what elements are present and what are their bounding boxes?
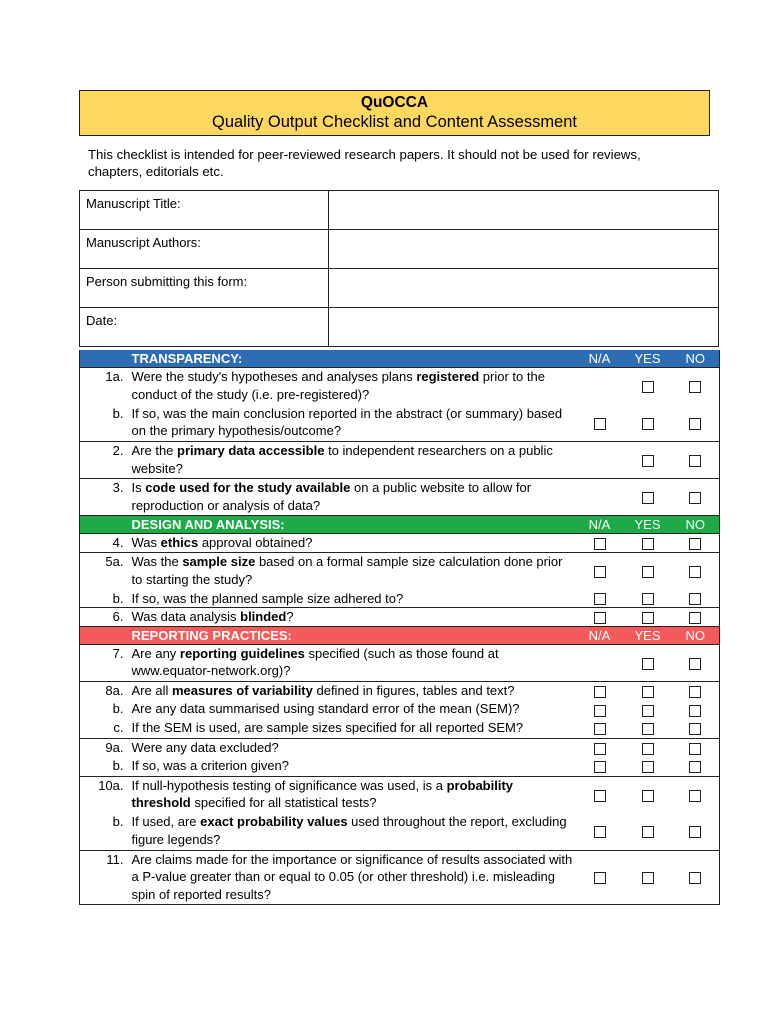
question-text: Was data analysis: [131, 609, 241, 624]
question-emphasis: reporting guidelines: [179, 645, 305, 661]
checkbox-no[interactable]: [689, 538, 701, 550]
checkbox-cell-na: [576, 813, 624, 850]
item-question: [126, 776, 576, 813]
checklist-row: [80, 681, 720, 700]
question-text: approval obtained?: [198, 535, 313, 550]
meta-label: Person submitting this form:: [80, 269, 329, 308]
item-number: c.: [113, 720, 124, 735]
question-text: Are all: [131, 682, 172, 698]
checkbox-cell-no: [672, 700, 720, 719]
meta-row: [80, 230, 719, 269]
item-question: [126, 553, 576, 590]
item-question: [126, 850, 576, 904]
question-emphasis: code used for the study available: [145, 480, 351, 495]
meta-row: [80, 191, 719, 230]
checkbox-cell-na: [576, 719, 624, 738]
checkbox-yes[interactable]: [642, 743, 654, 755]
checkbox-cell-yes: [624, 442, 672, 479]
checkbox-cell-no: [672, 776, 720, 813]
checkbox-cell-yes: [624, 553, 672, 590]
checkbox-cell-na: [576, 776, 624, 813]
item-question: [126, 534, 576, 553]
checkbox-na[interactable]: [594, 566, 606, 578]
item-number: 11.: [106, 851, 124, 867]
question-text: specified for all statistical tests?: [190, 795, 377, 810]
checkbox-cell-yes: [624, 738, 672, 757]
question-text: Is: [131, 480, 146, 495]
item-question: [126, 719, 576, 738]
checklist-row: [80, 590, 720, 608]
question-emphasis: ethics: [160, 535, 199, 550]
checkbox-no[interactable]: [689, 826, 701, 838]
checkbox-cell-no: [672, 590, 720, 608]
checkbox-cell-yes: [624, 681, 672, 700]
checkbox-yes[interactable]: [642, 566, 654, 578]
item-number: b.: [112, 405, 124, 421]
checkbox-na[interactable]: [594, 705, 606, 717]
submitter-field[interactable]: [329, 269, 719, 308]
checkbox-no[interactable]: [689, 492, 701, 504]
checkbox-cell-na: [576, 850, 624, 904]
question-text: If so, was the main conclusion reported in the abstract (or summary) based on the primary hypothesis/outcome?: [131, 405, 563, 438]
checkbox-no[interactable]: [689, 686, 701, 698]
checkbox-yes[interactable]: [642, 790, 654, 802]
checkbox-cell-na: [576, 644, 624, 681]
checklist-row: [80, 738, 720, 757]
checklist-row: [80, 553, 720, 590]
checkbox-cell-na: [576, 608, 624, 627]
question-text: Were any data excluded?: [131, 739, 279, 755]
checklist-row: [80, 813, 720, 850]
checkbox-cell-na: [576, 757, 624, 776]
section-header: [80, 516, 720, 534]
checkbox-cell-na: [576, 738, 624, 757]
question-emphasis: registered: [416, 369, 480, 384]
checkbox-cell-no: [672, 534, 720, 553]
checkbox-na[interactable]: [594, 790, 606, 802]
item-number: 7.: [112, 645, 124, 661]
checklist-row: [80, 719, 720, 738]
checkbox-yes[interactable]: [642, 658, 654, 670]
checkbox-no[interactable]: [689, 418, 701, 430]
checkbox-cell-no: [672, 681, 720, 700]
checkbox-cell-na: [576, 700, 624, 719]
item-number: 9a.: [105, 739, 124, 755]
item-number-cell: [80, 644, 126, 681]
item-number-cell: [80, 590, 126, 608]
checkbox-cell-no: [672, 850, 720, 904]
column-header-na: N/A: [588, 627, 611, 643]
checkbox-cell-yes: [624, 479, 672, 516]
question-emphasis: exact probability values: [200, 814, 348, 829]
item-number-cell: [80, 442, 126, 479]
checkbox-no[interactable]: [689, 743, 701, 755]
meta-row: [80, 269, 719, 308]
column-header-yes: YES: [634, 517, 661, 532]
form-title: Quality Output Checklist and Content Assessment: [211, 113, 577, 131]
section-title: REPORTING PRACTICES:: [131, 627, 292, 643]
item-number-cell: [80, 479, 126, 516]
question-text: ?: [286, 609, 294, 624]
checkbox-cell-no: [672, 813, 720, 850]
question-emphasis: primary data accessible: [177, 443, 325, 458]
item-question: [126, 442, 576, 479]
section-header: [80, 350, 720, 368]
meta-label: Date:: [80, 308, 329, 347]
checkbox-no[interactable]: [689, 761, 701, 773]
meta-label: Manuscript Authors:: [80, 230, 329, 269]
checkbox-cell-na: [576, 681, 624, 700]
checkbox-cell-no: [672, 644, 720, 681]
item-number: 3.: [112, 480, 124, 495]
item-question: [126, 644, 576, 681]
checkbox-cell-no: [672, 479, 720, 516]
question-text: Were the study's hypotheses and analyses plans: [131, 369, 417, 384]
question-emphasis: probability threshold: [131, 777, 514, 810]
column-header-no: NO: [672, 626, 720, 644]
checklist-row: [80, 368, 720, 405]
column-header-no: NO: [672, 350, 720, 368]
checkbox-cell-yes: [624, 608, 672, 627]
checkbox-cell-yes: [624, 700, 672, 719]
title-banner: [79, 90, 710, 136]
checkbox-yes[interactable]: [642, 872, 654, 884]
checkbox-cell-no: [672, 757, 720, 776]
item-question: [126, 700, 576, 719]
checkbox-cell-yes: [624, 534, 672, 553]
checkbox-na[interactable]: [594, 743, 606, 755]
section-title: DESIGN AND ANALYSIS:: [131, 517, 285, 532]
checkbox-no[interactable]: [689, 612, 701, 624]
item-question: [126, 757, 576, 776]
question-text: Was the: [131, 554, 183, 569]
item-number-cell: [80, 813, 126, 850]
checkbox-cell-yes: [624, 644, 672, 681]
checkbox-na[interactable]: [594, 612, 606, 624]
checkbox-no[interactable]: [689, 790, 701, 802]
checkbox-cell-yes: [624, 590, 672, 608]
checkbox-yes[interactable]: [642, 418, 654, 430]
question-text: If so, was a criterion given?: [131, 758, 290, 773]
item-number: b.: [112, 758, 124, 773]
checkbox-yes[interactable]: [642, 538, 654, 550]
checklist-row: [80, 776, 720, 813]
question-text: If used, are: [131, 814, 201, 829]
checkbox-na[interactable]: [594, 538, 606, 550]
checkbox-no[interactable]: [689, 566, 701, 578]
item-number-cell: [80, 700, 126, 719]
section-spacer: [80, 516, 126, 534]
intro-text: This checklist is intended for peer-reviewed research papers. It should not be used for reviews, chapters, editorials etc.: [88, 147, 641, 179]
checkbox-no[interactable]: [689, 872, 701, 884]
form-acronym: QuOCCA: [360, 94, 429, 111]
question-text: Are any: [131, 645, 180, 661]
column-header-na: N/A: [588, 517, 611, 532]
checkbox-cell-na: [576, 442, 624, 479]
checkbox-yes[interactable]: [642, 826, 654, 838]
question-emphasis: measures of variability: [171, 682, 313, 698]
checklist-row: [80, 534, 720, 553]
checkbox-na[interactable]: [594, 826, 606, 838]
checkbox-yes[interactable]: [642, 761, 654, 773]
item-number: 6.: [112, 609, 124, 624]
checkbox-cell-no: [672, 608, 720, 627]
checkbox-yes[interactable]: [642, 455, 654, 467]
question-text: based on a formal sample size calculation done prior to starting the study?: [131, 554, 563, 587]
checklist-row: [80, 757, 720, 776]
question-text: to independent researchers on a public website?: [131, 443, 553, 476]
column-header-no: NO: [672, 516, 720, 534]
date-field[interactable]: [329, 308, 719, 347]
item-question: [126, 813, 576, 850]
checklist-row: [80, 479, 720, 516]
item-question: [126, 681, 576, 700]
checkbox-no[interactable]: [689, 381, 701, 393]
checkbox-cell-yes: [624, 776, 672, 813]
question-text: specified (such as those found at www.equator-network.org)?: [131, 645, 499, 678]
checklist-row: [80, 608, 720, 627]
checkbox-cell-yes: [624, 719, 672, 738]
checkbox-cell-no: [672, 368, 720, 405]
question-text: Was: [131, 535, 161, 550]
column-header-na: N/A: [588, 351, 611, 366]
checkbox-yes[interactable]: [642, 381, 654, 393]
manuscript-info-table: [79, 190, 719, 347]
checkbox-cell-na: [576, 479, 624, 516]
item-number-cell: [80, 850, 126, 904]
checkbox-na[interactable]: [594, 872, 606, 884]
checkbox-cell-yes: [624, 757, 672, 776]
checkbox-no[interactable]: [689, 723, 701, 735]
manuscript-title-field[interactable]: [329, 191, 719, 230]
checkbox-cell-na: [576, 590, 624, 608]
item-number-cell: [80, 368, 126, 405]
checkbox-cell-yes: [624, 405, 672, 442]
checkbox-yes[interactable]: [642, 723, 654, 735]
item-number: b.: [112, 814, 124, 829]
checklist-row: [80, 850, 720, 904]
column-header-yes: YES: [634, 627, 661, 643]
checklist-row: [80, 644, 720, 681]
section-spacer: [80, 350, 126, 368]
question-emphasis: blinded: [240, 609, 287, 624]
item-question: [126, 368, 576, 405]
question-text: Are any data summarised using standard error of the mean (SEM)?: [131, 701, 520, 716]
item-number: 10a.: [98, 777, 124, 793]
section-title: TRANSPARENCY:: [131, 351, 243, 366]
checkbox-no[interactable]: [689, 455, 701, 467]
checkbox-cell-no: [672, 442, 720, 479]
item-number-cell: [80, 405, 126, 442]
item-number: 1a.: [105, 369, 124, 384]
checkbox-no[interactable]: [689, 658, 701, 670]
item-number-cell: [80, 553, 126, 590]
item-question: [126, 608, 576, 627]
checkbox-cell-na: [576, 534, 624, 553]
item-number-cell: [80, 681, 126, 700]
question-text: Are claims made for the importance or significance of results associated with a P-value greater than or equal to 0.05 (or other threshold) i.e. misleading spin of reported results?: [131, 851, 573, 902]
checkbox-cell-yes: [624, 813, 672, 850]
question-text: If so, was the planned sample size adhered to?: [131, 590, 404, 606]
checkbox-cell-no: [672, 719, 720, 738]
item-number-cell: [80, 757, 126, 776]
item-number-cell: [80, 608, 126, 627]
checkbox-yes[interactable]: [642, 612, 654, 624]
item-number: 5a.: [105, 554, 124, 569]
checkbox-na[interactable]: [594, 593, 606, 605]
checkbox-yes[interactable]: [642, 593, 654, 605]
checkbox-cell-no: [672, 405, 720, 442]
checkbox-yes[interactable]: [642, 686, 654, 698]
item-number-cell: [80, 776, 126, 813]
question-text: prior to the conduct of the study (i.e. pre-registered)?: [131, 369, 545, 402]
checkbox-cell-na: [576, 368, 624, 405]
item-number-cell: [80, 719, 126, 738]
question-text: on a public website to allow for reproduction or analysis of data?: [131, 480, 532, 513]
question-text: defined in figures, tables and text?: [312, 682, 515, 698]
checkbox-na[interactable]: [594, 686, 606, 698]
question-text: used throughout the report, excluding figure legends?: [131, 814, 567, 847]
item-question: [126, 738, 576, 757]
checkbox-yes[interactable]: [642, 492, 654, 504]
question-emphasis: sample size: [182, 554, 256, 569]
checkbox-cell-no: [672, 553, 720, 590]
checkbox-yes[interactable]: [642, 705, 654, 717]
question-text: Are the: [131, 443, 178, 458]
item-question: [126, 479, 576, 516]
checklist-row: [80, 442, 720, 479]
item-question: [126, 590, 576, 608]
item-number: 2.: [112, 443, 124, 458]
section-spacer: [80, 626, 126, 644]
column-header-yes: YES: [634, 351, 661, 366]
item-number: b.: [112, 590, 124, 606]
checkbox-na[interactable]: [594, 761, 606, 773]
item-number: 8a.: [105, 682, 124, 698]
checkbox-no[interactable]: [689, 705, 701, 717]
checkbox-na[interactable]: [594, 723, 606, 735]
checkbox-cell-no: [672, 738, 720, 757]
section-header: [80, 626, 720, 644]
meta-label: Manuscript Title:: [80, 191, 329, 230]
item-question: [126, 405, 576, 442]
meta-row: [80, 308, 719, 347]
checklist-table: [79, 350, 720, 905]
checkbox-na[interactable]: [594, 418, 606, 430]
item-number: 4.: [112, 535, 124, 550]
checkbox-cell-na: [576, 553, 624, 590]
checkbox-cell-yes: [624, 850, 672, 904]
question-text: If null-hypothesis testing of significance was used, is a: [131, 777, 447, 793]
question-text: If the SEM is used, are sample sizes specified for all reported SEM?: [131, 720, 524, 735]
item-number: b.: [112, 701, 124, 716]
checkbox-no[interactable]: [689, 593, 701, 605]
checklist-row: [80, 405, 720, 442]
checkbox-cell-yes: [624, 368, 672, 405]
manuscript-authors-field[interactable]: [329, 230, 719, 269]
item-number-cell: [80, 738, 126, 757]
checklist-row: [80, 700, 720, 719]
item-number-cell: [80, 534, 126, 553]
checkbox-cell-na: [576, 405, 624, 442]
